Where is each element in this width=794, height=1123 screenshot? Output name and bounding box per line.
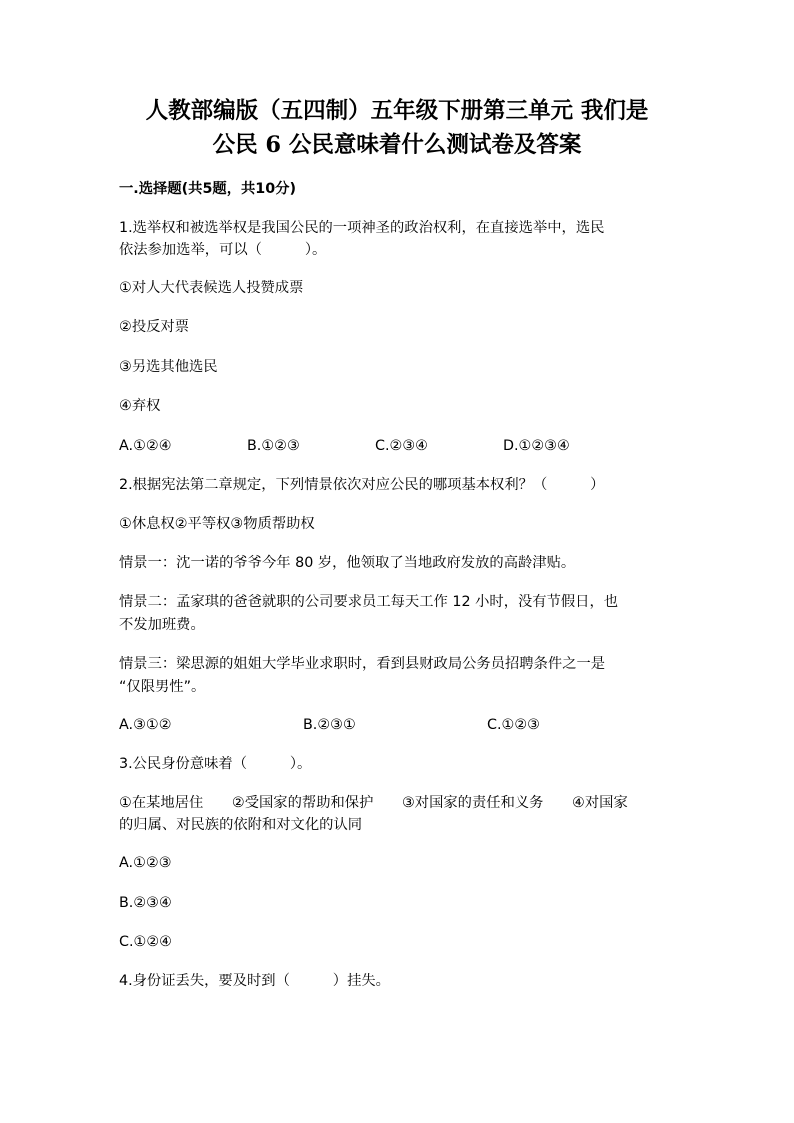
q3-items-line-1: ①在某地居住 ②受国家的帮助和保护 ③对国家的责任和义务 ④对国家 xyxy=(119,795,628,811)
q1-option-b: B.①②③ xyxy=(247,438,300,454)
q4-stem: 4.身份证丢失，要及时到（ ）挂失。 xyxy=(119,973,390,989)
q1-option-d: D.①②③④ xyxy=(503,438,570,454)
q3-option-b: B.②③④ xyxy=(119,895,172,911)
document-title-line-2: 公民 6 公民意味着什么测试卷及答案 xyxy=(212,132,582,158)
section-heading: 一.选择题(共5题，共10分) xyxy=(119,181,297,197)
q2-scene-3-line-2: “仅限男性”。 xyxy=(119,679,206,695)
q1-item-4: ④弃权 xyxy=(119,398,161,414)
q2-option-a: A.③①② xyxy=(119,717,172,733)
q1-stem-line-1: 1.选举权和被选举权是我国公民的一项神圣的政治权利，在直接选举中，选民 xyxy=(119,220,605,236)
q3-stem: 3.公民身份意味着（ ）。 xyxy=(119,756,312,772)
q1-option-a: A.①②④ xyxy=(119,438,172,454)
q2-scene-3-line-1: 情景三：梁思源的姐姐大学毕业求职时，看到县财政局公务员招聘条件之一是 xyxy=(119,656,606,672)
q1-option-c: C.②③④ xyxy=(375,438,428,454)
q2-option-c: C.①②③ xyxy=(487,717,540,733)
q1-item-1: ①对人大代表候选人投赞成票 xyxy=(119,280,304,296)
q2-scene-1: 情景一：沈一诺的爷爷今年 80 岁，他领取了当地政府发放的高龄津贴。 xyxy=(119,555,576,571)
q3-option-a: A.①②③ xyxy=(119,855,172,871)
q1-stem-line-2: 依法参加选举，可以（ ）。 xyxy=(119,242,327,258)
q3-option-c: C.①②④ xyxy=(119,934,172,950)
q1-item-3: ③另选其他选民 xyxy=(119,359,218,375)
q2-option-b: B.②③① xyxy=(303,717,356,733)
document-title-line-1: 人教部编版（五四制）五年级下册第三单元 我们是 xyxy=(145,98,649,124)
q3-items-line-2: 的归属、对民族的依附和对文化的认同 xyxy=(119,817,363,833)
q1-item-2: ②投反对票 xyxy=(119,319,190,335)
q2-scene-2-line-1: 情景二：孟家琪的爸爸就职的公司要求员工每天工作 12 小时，没有节假日，也 xyxy=(119,594,619,610)
q2-stem: 2.根据宪法第二章规定，下列情景依次对应公民的哪项基本权利？（ ） xyxy=(119,477,605,493)
q2-scene-2-line-2: 不发加班费。 xyxy=(119,617,205,633)
q2-rights: ①休息权②平等权③物质帮助权 xyxy=(119,516,315,532)
